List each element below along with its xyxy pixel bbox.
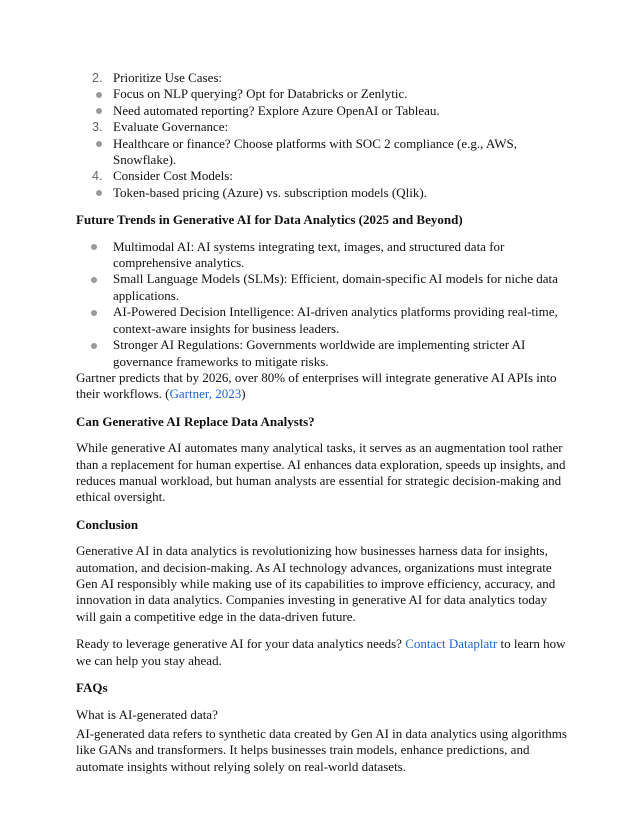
contact-dataplatr-link[interactable]: Contact Dataplatr <box>405 636 498 652</box>
faqs-heading: FAQs <box>76 680 108 695</box>
bullet-dot-icon <box>96 108 102 114</box>
conclusion-body: Generative AI in data analytics is revolutionizing how businesses harness data for insights, automation, and decision-making. As AI technology advances, organizations must integrate Gen AI responsibly while making use of its capabilities to improve efficiency, accuracy, and innovation in data analytics. Companies investing in generative AI for data analytics today will gain a competitive edge in the data-driven future. <box>76 543 556 624</box>
conclusion-heading: Conclusion <box>76 516 139 532</box>
bullet-dot-icon <box>96 190 102 196</box>
bullet-dot-icon <box>96 92 102 98</box>
trend-item: Multimodal AI: AI systems integrating text, images, and structured data for comprehensive analytics. <box>113 239 570 272</box>
trend-item: AI-Powered Decision Intelligence: AI-driven analytics platforms providing real-time, context-aware insights for business leaders. <box>113 304 570 337</box>
step-bullets <box>76 185 570 201</box>
bullet-item: Token-based pricing (Azure) vs. subscription models (Qlik). <box>113 185 570 201</box>
bullet-dot-icon <box>96 141 102 147</box>
faq-answer: AI-generated data refers to synthetic data created by Gen AI in data analytics using algorithms like GANs and transformers. It helps businesses train models, enhance predictions, and automate insights without relying solely on real-world datasets. <box>76 725 567 774</box>
gartner-paragraph: Gartner predicts that by 2026, over 80% of enterprises will integrate generative AI APIs into their workflows. (Gartner, 2023) <box>76 369 557 402</box>
step-bullets <box>76 86 570 119</box>
step-number: 3. <box>92 120 103 135</box>
step-number: 4. <box>92 169 103 184</box>
bullet-dot-icon <box>91 310 97 316</box>
bullet-dot-icon <box>91 343 97 349</box>
faq-question: What is AI-generated data? <box>76 707 218 723</box>
step-label: Prioritize Use Cases: <box>113 70 223 85</box>
document-page <box>76 70 570 775</box>
trend-item: Small Language Models (SLMs): Efficient, domain-specific AI models for niche data applications. <box>113 271 570 304</box>
bullet-dot-icon <box>91 244 97 250</box>
replace-heading: Can Generative AI Replace Data Analysts? <box>76 413 315 429</box>
trend-item: Stronger AI Regulations: Governments worldwide are implementing stricter AI governance frameworks to mitigate risks. <box>113 337 570 370</box>
step-label: Evaluate Governance: <box>113 119 229 135</box>
cta-paragraph: Ready to leverage generative AI for your data analytics needs? Contact Dataplatr to learn how we can help you stay ahead. <box>76 636 566 668</box>
trends-list <box>76 239 570 370</box>
gartner-link[interactable]: Gartner, 2023 <box>169 386 242 402</box>
step-bullets <box>76 136 570 169</box>
bullet-dot-icon <box>91 277 97 283</box>
bullet-item: Need automated reporting? Explore Azure OpenAI or Tableau. <box>113 103 570 119</box>
step-label: Consider Cost Models: <box>113 168 233 184</box>
bullet-item: Healthcare or finance? Choose platforms with SOC 2 compliance (e.g., AWS, Snowflake). <box>113 136 570 169</box>
step-number: 2. <box>92 71 103 85</box>
step-item <box>76 119 570 135</box>
selection-steps-list <box>76 70 570 201</box>
replace-body: While generative AI automates many analytical tasks, it serves as an augmentation tool rather than a replacement for human expertise. AI enhances data exploration, speeds up insights, and reduces manual workload, but human analysts are essential for strategic decision-making and ethical oversight. <box>76 440 566 505</box>
step-item <box>76 168 570 184</box>
trends-heading: Future Trends in Generative AI for Data Analytics (2025 and Beyond) <box>76 212 463 228</box>
step-item <box>76 70 570 86</box>
bullet-item: Focus on NLP querying? Opt for Databricks or Zenlytic. <box>113 86 570 102</box>
